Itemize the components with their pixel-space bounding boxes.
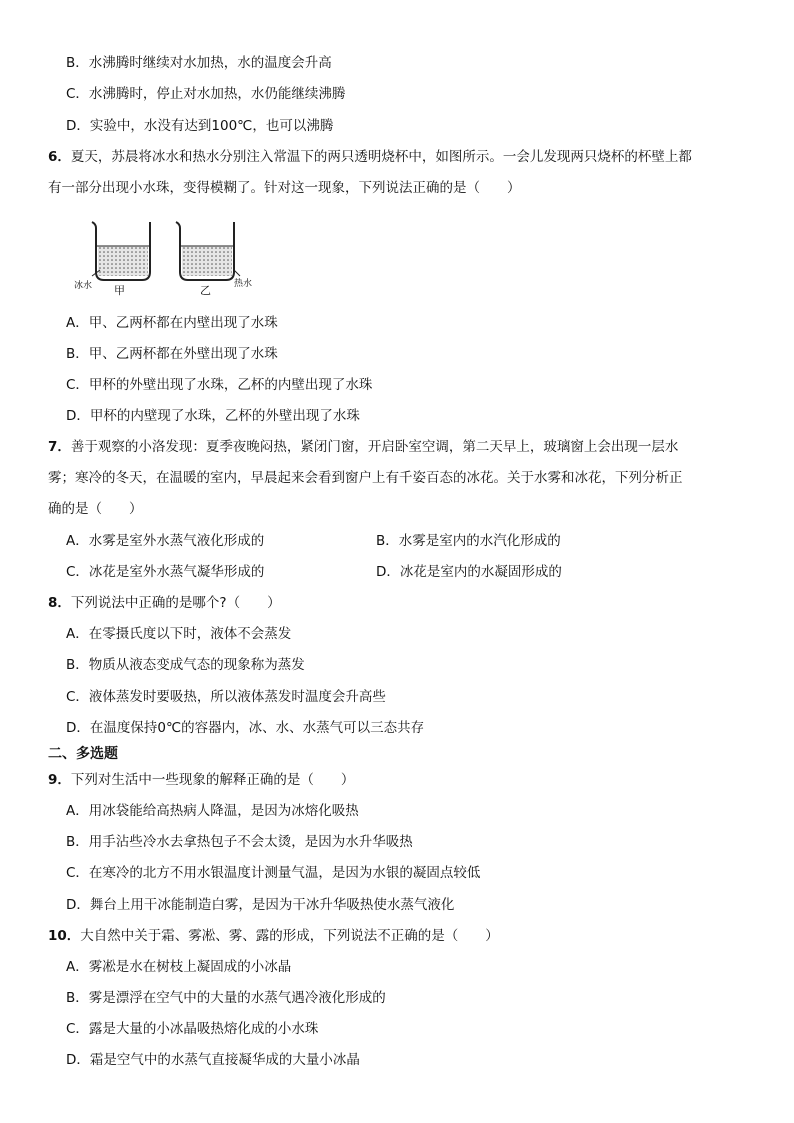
q8-option-b: B．物质从液态变成气态的现象称为蒸发 <box>66 657 305 673</box>
label-yi: 乙 <box>200 284 211 297</box>
q7-option-b: B．水雾是室内的水汽化形成的 <box>376 533 561 549</box>
q10-number: 10． <box>48 928 81 944</box>
q9-option-d: D．舞台上用干冰能制造白雾，是因为干冰升华吸热使水蒸气液化 <box>66 897 455 913</box>
q7-stem-line1 <box>48 437 678 457</box>
q6-text-1: 夏天，苏晨将冰水和热水分别注入常温下的两只透明烧杯中，如图所示。一会儿发现两只烧杯的杯壁上都 <box>70 149 692 165</box>
beaker-jia <box>92 222 150 280</box>
label-bingshui: 冰水 <box>74 281 93 291</box>
q6-number: 6． <box>48 149 71 165</box>
q7-option-c: C．冰花是室外水蒸气凝华形成的 <box>66 564 265 580</box>
q6-stem-line1 <box>48 147 692 167</box>
q8-text-1: 下列说法中正确的是哪个?（ ） <box>70 595 281 611</box>
q10-option-c: C．露是大量的小冰晶吸热熔化成的小水珠 <box>66 1021 319 1037</box>
q10-option-a: A．雾凇是水在树枝上凝固成的小冰晶 <box>66 959 292 975</box>
label-jia: 甲 <box>114 284 125 297</box>
q7-option-a: A．水雾是室外水蒸气液化形成的 <box>66 533 265 549</box>
q6-option-c: C．甲杯的外壁出现了水珠，乙杯的内壁出现了水珠 <box>66 377 373 393</box>
q5-option-d: D．实验中，水没有达到100℃，也可以沸腾 <box>66 118 334 134</box>
q10-text-1: 大自然中关于霜、雾凇、雾、露的形成，下列说法不正确的是（ ） <box>80 928 499 944</box>
q8-option-d: D．在温度保持0℃的容器内，冰、水、水蒸气可以三态共存 <box>66 720 425 736</box>
q6-stem-line2: 有一部分出现小水珠，变得模糊了。针对这一现象，下列说法正确的是（ ） <box>48 180 521 196</box>
q8-stem <box>48 593 281 613</box>
q7-stem-line3: 确的是（ ） <box>48 501 143 517</box>
q10-option-b: B．雾是漂浮在空气中的大量的水蒸气遇冷液化形成的 <box>66 990 386 1006</box>
beakers-figure <box>74 214 274 304</box>
q7-text-1: 善于观察的小洛发现：夏季夜晚闷热，紧闭门窗，开启卧室空调，第二天早上，玻璃窗上会出现一层水 <box>70 439 679 455</box>
q10-option-d: D．霜是空气中的水蒸气直接凝华成的大量小冰晶 <box>66 1052 360 1068</box>
q7-number: 7． <box>48 439 71 455</box>
q9-number: 9． <box>48 772 71 788</box>
q9-stem <box>48 770 354 790</box>
q7-stem-line2: 雾；寒冷的冬天，在温暖的室内，早晨起来会看到窗户上有千姿百态的冰花。关于水雾和冰花，下列分析正 <box>48 470 683 486</box>
beaker-yi <box>176 222 240 280</box>
q9-option-c: C．在寒冷的北方不用水银温度计测量气温，是因为水银的凝固点较低 <box>66 865 481 881</box>
q9-text-1: 下列对生活中一些现象的解释正确的是（ ） <box>70 772 355 788</box>
q8-option-a: A．在零摄氏度以下时，液体不会蒸发 <box>66 626 292 642</box>
q10-stem <box>48 926 499 946</box>
q5-option-c: C．水沸腾时，停止对水加热，水仍能继续沸腾 <box>66 86 346 102</box>
label-reshui: 热水 <box>234 279 253 289</box>
q5-option-b: B．水沸腾时继续对水加热，水的温度会升高 <box>66 55 332 71</box>
q8-option-c: C．液体蒸发时要吸热，所以液体蒸发时温度会升高些 <box>66 689 386 705</box>
q8-number: 8． <box>48 595 71 611</box>
beakers-diagram <box>74 214 274 304</box>
q6-option-a: A．甲、乙两杯都在内壁出现了水珠 <box>66 315 278 331</box>
q7-option-d: D．冰花是室内的水凝固形成的 <box>376 564 562 580</box>
section-heading-multiple-choice: 二、多选题 <box>48 746 118 762</box>
q9-option-a: A．用冰袋能给高热病人降温，是因为冰熔化吸热 <box>66 803 359 819</box>
q6-option-d: D．甲杯的内壁现了水珠，乙杯的外壁出现了水珠 <box>66 408 360 424</box>
q6-option-b: B．甲、乙两杯都在外壁出现了水珠 <box>66 346 278 362</box>
q9-option-b: B．用手沾些冷水去拿热包子不会太烫，是因为水升华吸热 <box>66 834 413 850</box>
